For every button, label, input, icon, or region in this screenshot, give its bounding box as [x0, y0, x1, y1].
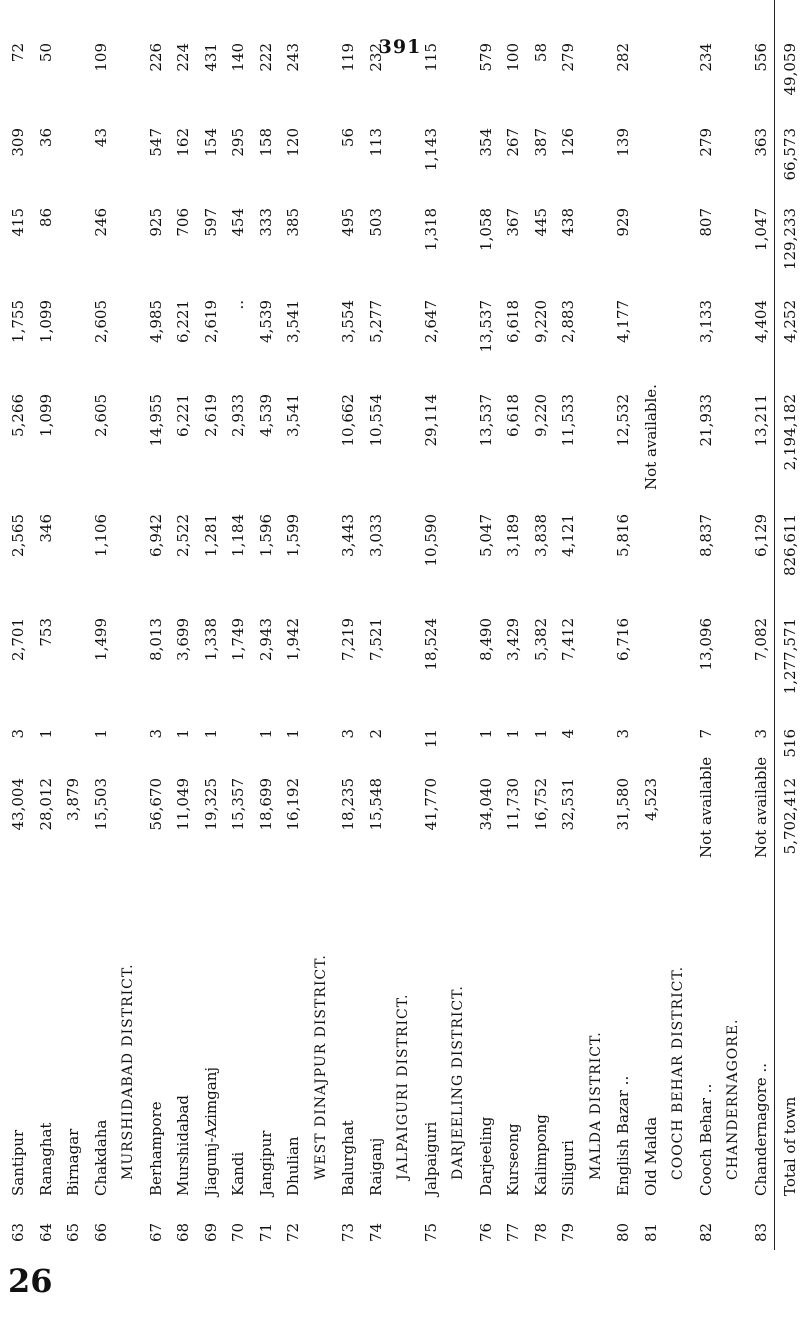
cell-value: 3,541: [284, 300, 302, 343]
cell-value: 1,755: [9, 300, 27, 343]
table-row: [527, 0, 555, 1250]
cell-value: 8,013: [146, 618, 165, 661]
cell-value: 363: [751, 128, 770, 157]
cell-value: ..: [229, 300, 247, 310]
cell-value: 13,537: [476, 300, 495, 353]
total-value: 516: [781, 729, 799, 758]
cell-value: 1,942: [284, 618, 302, 661]
cell-value: 3: [9, 729, 27, 739]
cell-value: 3,033: [366, 514, 385, 557]
district-heading: [664, 0, 692, 1250]
cell-value: 1,184: [229, 514, 247, 557]
row-number: 83: [751, 1222, 770, 1242]
town-name: Balurghat: [339, 1120, 357, 1196]
cell-value: 56,670: [146, 778, 165, 831]
cell-value: 1: [284, 729, 302, 739]
total-value: 66,573: [781, 128, 799, 181]
table-row: [362, 0, 390, 1250]
town-name: Jalpaiguri: [421, 1121, 440, 1196]
cell-value: 12,532: [614, 394, 632, 447]
cell-value: 1: [36, 729, 55, 739]
cell-value: 4,985: [146, 300, 165, 343]
cell-value: 232: [366, 43, 385, 72]
district-name: JALPAIGURI DISTRICT.: [395, 993, 411, 1180]
table-row: [59, 0, 87, 1250]
town-name: Old Malda: [641, 1116, 660, 1196]
cell-value: 6,129: [751, 514, 770, 557]
rotated-table: [4, 0, 799, 1250]
row-number: 69: [201, 1222, 220, 1242]
cell-value: 7: [696, 729, 715, 739]
cell-value: 753: [36, 618, 55, 647]
table-row: [417, 0, 445, 1250]
cell-value: 4,121: [559, 514, 577, 557]
cell-value: 50: [36, 43, 55, 63]
cell-value: 56: [339, 128, 357, 148]
table-row: [692, 0, 720, 1250]
cell-value: 246: [91, 208, 110, 237]
district-name: MALDA DISTRICT.: [587, 1031, 604, 1180]
town-name: Cooch Behar ..: [696, 1083, 715, 1196]
cell-value: 547: [146, 128, 165, 157]
cell-value: 1,106: [91, 514, 110, 557]
cell-value: 3,189: [504, 514, 522, 557]
table-row: [224, 0, 252, 1250]
row-number: 82: [696, 1222, 715, 1242]
cell-value: 18,235: [339, 778, 357, 831]
cell-value: 2,619: [201, 394, 220, 437]
town-name: Raiganj: [366, 1137, 385, 1196]
cell-value: 1: [174, 729, 192, 739]
cell-value: 6,618: [504, 300, 522, 343]
cell-value: 387: [531, 128, 550, 157]
cell-value: 1,143: [421, 128, 440, 171]
district-heading: [307, 0, 335, 1250]
table-row: [554, 0, 582, 1250]
cell-value: 415: [9, 208, 27, 237]
cell-value: 15,548: [366, 778, 385, 831]
cell-value: 925: [146, 208, 165, 237]
cell-value: 29,114: [421, 394, 440, 447]
table-row: [87, 0, 115, 1250]
cell-value: 445: [531, 208, 550, 237]
cell-value: 4,539: [256, 394, 275, 437]
cell-value: 5,382: [531, 618, 550, 661]
cell-value: 503: [366, 208, 385, 237]
cell-value: 2,933: [229, 394, 247, 437]
cell-value: 5,266: [9, 394, 27, 437]
cell-value: 346: [36, 514, 55, 543]
total-value: 1,277,571: [781, 618, 799, 695]
row-number: 77: [504, 1222, 522, 1242]
cell-value: 154: [201, 128, 220, 157]
cell-value: 2,605: [91, 300, 110, 343]
cell-value: 34,040: [476, 778, 495, 831]
town-name: Ranaghat: [36, 1122, 55, 1196]
cell-value: 1,281: [201, 514, 220, 557]
cell-value: 10,554: [366, 394, 385, 447]
town-name: Birnagar: [64, 1128, 82, 1196]
cell-value: 43,004: [9, 778, 27, 831]
cell-value: 431: [201, 43, 220, 72]
cell-value: 13,096: [696, 618, 715, 671]
cell-value: 115: [421, 43, 440, 72]
cell-value: 2,605: [91, 394, 110, 437]
cell-value: 438: [559, 208, 577, 237]
cell-value: 309: [9, 128, 27, 157]
cell-value: 5,047: [476, 514, 495, 557]
town-name: Kandi: [229, 1151, 247, 1196]
cell-value: 16,752: [531, 778, 550, 831]
total-value: 49,059: [781, 43, 799, 96]
table-row: [142, 0, 170, 1250]
cell-value: 2,565: [9, 514, 27, 557]
cell-value: 1,499: [91, 618, 110, 661]
cell-value: 234: [696, 43, 715, 72]
town-name: Darjeeling: [476, 1116, 495, 1196]
cell-value: 31,580: [614, 778, 632, 831]
town-name: Jiagunj-Azimganj: [201, 1066, 220, 1196]
cell-value: 279: [559, 43, 577, 72]
cell-value: 16,192: [284, 778, 302, 831]
cell-value: 2,943: [256, 618, 275, 661]
row-number: 74: [366, 1222, 385, 1242]
row-number: 68: [174, 1222, 192, 1242]
cell-value: 243: [284, 43, 302, 72]
cell-value: 1,058: [476, 208, 495, 251]
row-number: 67: [146, 1222, 165, 1242]
table-row: [252, 0, 280, 1250]
cell-value: 109: [91, 43, 110, 72]
district-heading: [444, 0, 472, 1250]
row-number: 76: [476, 1222, 495, 1242]
cell-value: 11,730: [504, 778, 522, 831]
cell-value: 58: [531, 43, 550, 63]
cell-value: 1,338: [201, 618, 220, 661]
cell-value: 354: [476, 128, 495, 157]
cell-value: 367: [504, 208, 522, 237]
cell-value: 6,618: [504, 394, 522, 437]
cell-value: 1: [201, 729, 220, 739]
town-name: Jangipur: [256, 1130, 275, 1196]
cell-value: 333: [256, 208, 275, 237]
cell-value: 14,955: [146, 394, 165, 447]
cell-value: 120: [284, 128, 302, 157]
cell-value: 929: [614, 208, 632, 237]
cell-value: 1,047: [751, 208, 770, 251]
district-name: DARJEELING DISTRICT.: [450, 985, 466, 1180]
cell-value: 72: [9, 43, 27, 63]
row-number: 71: [256, 1222, 275, 1242]
cell-value: 100: [504, 43, 522, 72]
district-heading: [719, 0, 747, 1250]
cell-value: 295: [229, 128, 247, 157]
cell-value: 495: [339, 208, 357, 237]
table-row: [747, 0, 775, 1250]
row-number: 65: [64, 1222, 82, 1242]
district-heading: [582, 0, 610, 1250]
cell-value: 21,933: [696, 394, 715, 447]
total-value: 4,252: [781, 300, 799, 343]
row-number: 66: [91, 1222, 110, 1242]
cell-value: 597: [201, 208, 220, 237]
district-name: COOCH BEHAR DISTRICT.: [670, 965, 686, 1180]
cell-value: 579: [476, 43, 495, 72]
town-name: Berhampore: [146, 1101, 165, 1196]
table-row: [637, 0, 665, 1250]
total-label: Total of town: [781, 1096, 799, 1196]
cell-value: 15,357: [229, 778, 247, 831]
cell-value: 1: [256, 729, 275, 739]
cell-value: 7,412: [559, 618, 577, 661]
cell-value: 139: [614, 128, 632, 157]
table-row: [4, 0, 32, 1250]
cell-value: 1: [476, 729, 495, 739]
cell-value: 226: [146, 43, 165, 72]
cell-value: 32,531: [559, 778, 577, 831]
cell-value: 2,883: [559, 300, 577, 343]
cell-value: 8,490: [476, 618, 495, 661]
cell-value: 11,049: [174, 778, 192, 831]
cell-value: 2: [366, 729, 385, 739]
cell-value: 18,524: [421, 618, 440, 671]
cell-value: 3,699: [174, 618, 192, 661]
cell-value: 706: [174, 208, 192, 237]
town-name: Santipur: [9, 1129, 27, 1196]
row-number: 81: [641, 1222, 660, 1242]
cell-value: 4: [559, 729, 577, 739]
cell-value: 1,318: [421, 208, 440, 251]
cell-value: 454: [229, 208, 247, 237]
cell-value: 1: [531, 729, 550, 739]
cell-value: 282: [614, 43, 632, 72]
cell-value: 2,701: [9, 618, 27, 661]
town-name: Chakdaha: [91, 1119, 110, 1196]
total-value: 129,233: [781, 208, 799, 271]
cell-value: 1: [91, 729, 110, 739]
table-row: [499, 0, 527, 1250]
cell-value: 5,277: [366, 300, 385, 343]
table-row: [32, 0, 60, 1250]
cell-value: 7,082: [751, 618, 770, 661]
town-name: Murshidabad: [174, 1094, 192, 1196]
district-name: WEST DINAJPUR DISTRICT.: [312, 954, 329, 1180]
cell-value: 9,220: [531, 300, 550, 343]
cell-value: 6,221: [174, 300, 192, 343]
town-name: Chandernagore ..: [751, 1063, 770, 1196]
cell-value: 13,537: [476, 394, 495, 447]
town-name: Kalimpong: [531, 1114, 550, 1196]
table-row: [197, 0, 225, 1250]
row-number: 70: [229, 1222, 247, 1242]
cell-value: 10,590: [421, 514, 440, 567]
cell-value: 279: [696, 128, 715, 157]
cell-value: 4,539: [256, 300, 275, 343]
cell-value: 3,838: [531, 514, 550, 557]
cell-value: 158: [256, 128, 275, 157]
cell-value: 3: [146, 729, 165, 739]
district-name: MURSHIDABAD DISTRICT.: [120, 963, 136, 1180]
row-number: 80: [614, 1222, 632, 1242]
table-row: [472, 0, 500, 1250]
cell-value: 3: [614, 729, 632, 739]
total-value: 826,611: [781, 514, 799, 577]
cell-value: 224: [174, 43, 192, 72]
cell-value: 140: [229, 43, 247, 72]
cell-value: 267: [504, 128, 522, 157]
cell-value: 9,220: [531, 394, 550, 437]
cell-value: Not available: [751, 756, 770, 858]
total-rule: [774, 0, 775, 1250]
row-number: 79: [559, 1222, 577, 1242]
cell-value: 3,429: [504, 618, 522, 661]
cell-value: 7,219: [339, 618, 357, 661]
cell-value: 2,522: [174, 514, 192, 557]
cell-value: 1: [504, 729, 522, 739]
cell-value: 4,404: [751, 300, 770, 343]
cell-value: 11: [421, 729, 440, 749]
cell-value: 86: [36, 208, 55, 228]
cell-value: 162: [174, 128, 192, 157]
total-value: 2,194,182: [781, 394, 799, 471]
cell-value: 15,503: [91, 778, 110, 831]
cell-value: 113: [366, 128, 385, 157]
row-number: 78: [531, 1222, 550, 1242]
footer-number: 26: [8, 1262, 53, 1300]
town-name: Dhulian: [284, 1136, 302, 1196]
total-row: [776, 0, 800, 1250]
cell-value: 3,443: [339, 514, 357, 557]
cell-value: 36: [36, 128, 55, 148]
cell-value: 2,647: [421, 300, 440, 343]
cell-value: 1,099: [36, 394, 55, 437]
cell-value: 6,221: [174, 394, 192, 437]
cell-value: 2,619: [201, 300, 220, 343]
cell-value: 3,554: [339, 300, 357, 343]
cell-value: 1,599: [284, 514, 302, 557]
cell-value: 43: [91, 128, 110, 148]
row-number: 73: [339, 1222, 357, 1242]
cell-value: 28,012: [36, 778, 55, 831]
total-value: 5,702,412: [781, 778, 799, 855]
cell-value: 119: [339, 43, 357, 72]
cell-value: 8,837: [696, 514, 715, 557]
cell-value: 3: [751, 729, 770, 739]
page-number: 391: [378, 36, 422, 58]
cell-value: 222: [256, 43, 275, 72]
district-heading: [114, 0, 142, 1250]
row-number: 64: [36, 1222, 55, 1242]
table-row: [169, 0, 197, 1250]
cell-value: 4,177: [614, 300, 632, 343]
cell-value: 126: [559, 128, 577, 157]
district-heading: [389, 0, 417, 1250]
table-row: [334, 0, 362, 1250]
cell-value: 6,942: [146, 514, 165, 557]
cell-value: 1,099: [36, 300, 55, 343]
cell-value: 4,523: [641, 778, 660, 821]
cell-value: Not available: [696, 756, 715, 858]
cell-value: 807: [696, 208, 715, 237]
cell-value: 10,662: [339, 394, 357, 447]
cell-value: 5,816: [614, 514, 632, 557]
cell-value: 6,716: [614, 618, 632, 661]
cell-value: 556: [751, 43, 770, 72]
cell-value: 1,596: [256, 514, 275, 557]
cell-value: 385: [284, 208, 302, 237]
not-available-note: Not available.: [641, 384, 660, 490]
cell-value: 1,749: [229, 618, 247, 661]
cell-value: 11,533: [559, 394, 577, 447]
row-number: 63: [9, 1222, 27, 1242]
cell-value: 7,521: [366, 618, 385, 661]
cell-value: 13,211: [751, 394, 770, 447]
cell-value: 3,133: [696, 300, 715, 343]
row-number: 75: [421, 1222, 440, 1242]
cell-value: 18,699: [256, 778, 275, 831]
table-row: [279, 0, 307, 1250]
town-name: English Bazar ..: [614, 1075, 632, 1196]
town-name: Kurseong: [504, 1123, 522, 1196]
table-row: [609, 0, 637, 1250]
cell-value: 3,879: [64, 778, 82, 821]
district-name: CHANDERNAGORE.: [725, 1018, 741, 1180]
town-name: Siliguri: [559, 1140, 577, 1196]
row-number: 72: [284, 1222, 302, 1242]
cell-value: 3: [339, 729, 357, 739]
cell-value: 3,541: [284, 394, 302, 437]
cell-value: 41,770: [421, 778, 440, 831]
cell-value: 19,325: [201, 778, 220, 831]
